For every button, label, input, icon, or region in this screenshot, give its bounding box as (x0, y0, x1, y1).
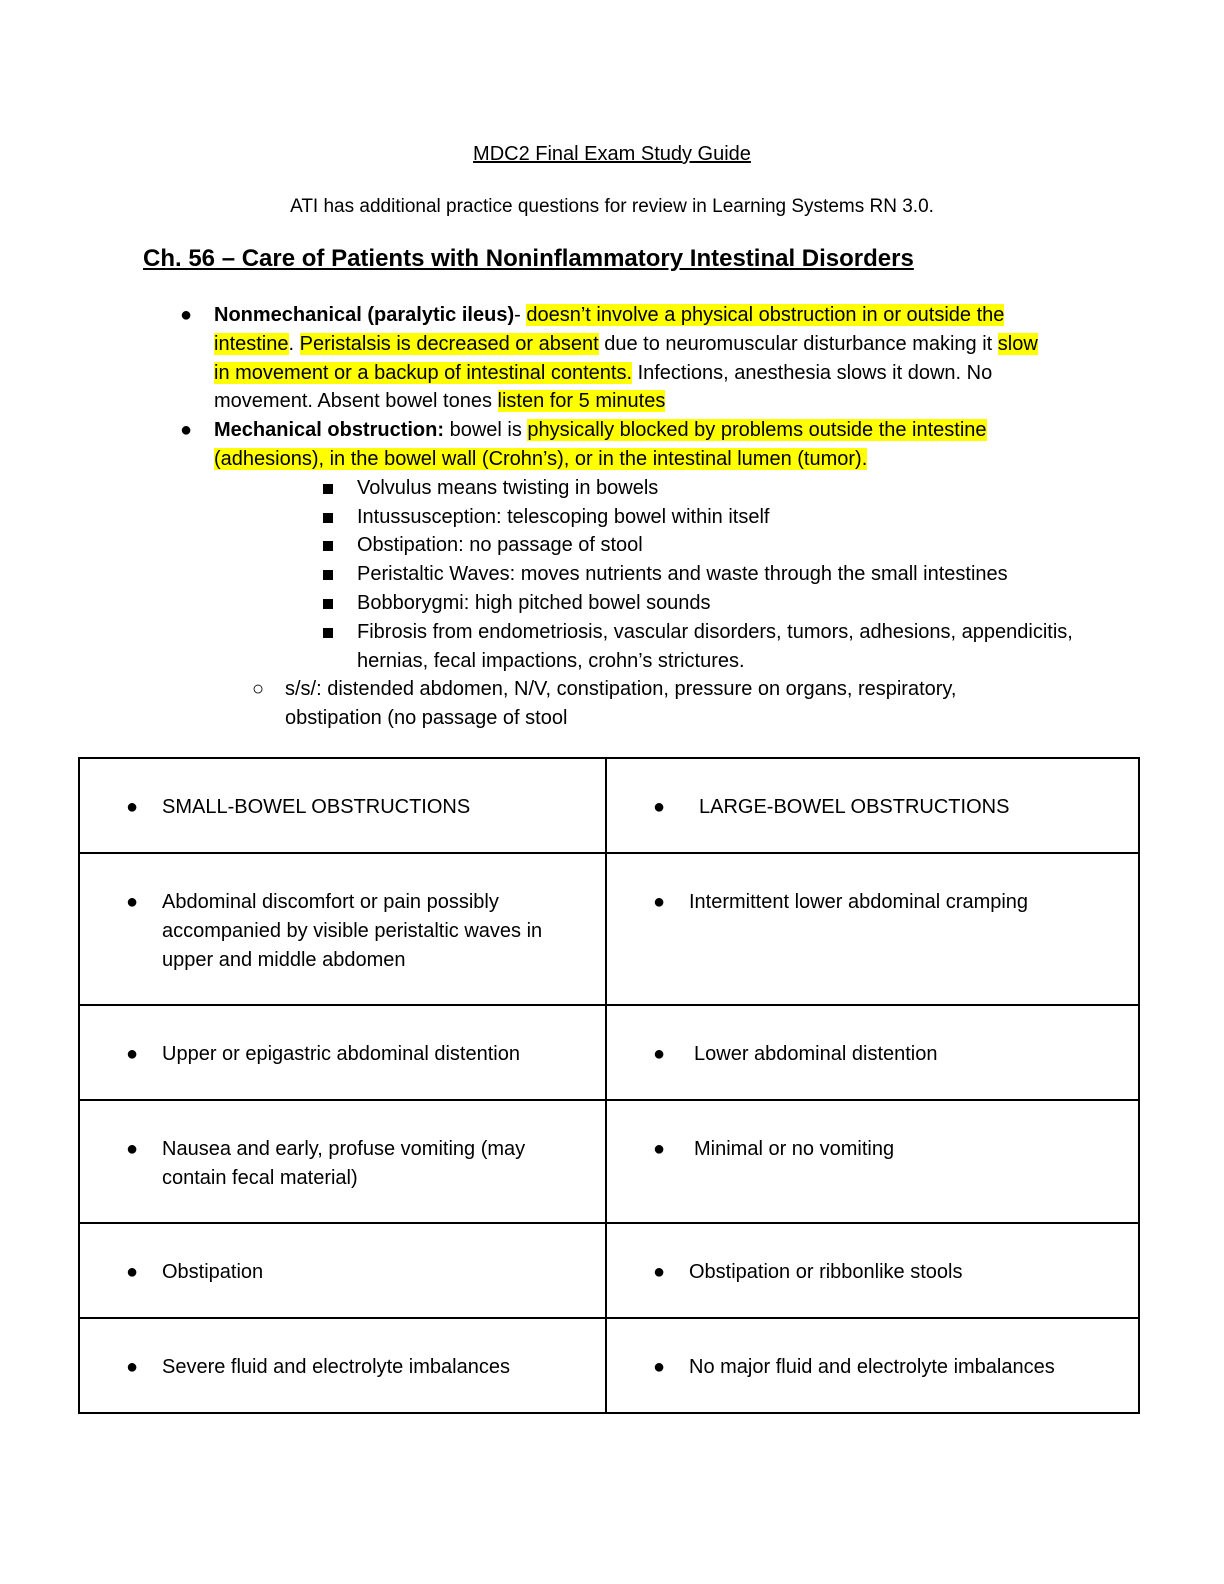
highlight-span: slow in movement or a backup of intestinal contents. (214, 332, 1038, 384)
table-row (79, 1005, 1139, 1100)
cell-text: Obstipation or ribbonlike stools (689, 1261, 963, 1283)
text-span: due to neuromuscular disturbance making it (598, 332, 998, 355)
bullet-dot: ● (653, 796, 666, 818)
table-row (79, 853, 1139, 1005)
bullet-dot: ● (126, 796, 139, 818)
highlight-span: Peristalsis is decreased or absent (299, 332, 599, 355)
highlight-span: listen for 5 minutes (497, 390, 666, 413)
highlight-span: physically blocked by problems outside the intestine (adhesions), in the bowel wall (Crohn’s), or in the intestinal lumen (tumor). (214, 419, 987, 470)
document-subtitle: ATI has additional practice questions for review in Learning Systems RN 3.0. (290, 196, 934, 217)
table-cell (79, 758, 606, 853)
text-span: - (514, 304, 527, 326)
table-cell (606, 758, 1139, 853)
term-mechanical: Mechanical obstruction: (214, 419, 445, 442)
bullet-dot: ● (180, 304, 193, 326)
comparison-table (78, 757, 1140, 1414)
table-cell (606, 1318, 1139, 1413)
bullet-dot: ● (126, 891, 139, 913)
text-span: Infections, anesthesia slows it down. No movement. Absent bowel tones (214, 361, 993, 413)
signs-text: s/s/: distended abdomen, N/V, constipation, pressure on organs, respiratory, obstipation (no passage of stool (285, 678, 957, 730)
notes-list (0, 301, 1224, 733)
signs-item (0, 675, 1045, 733)
table-row (79, 1100, 1139, 1223)
sub-item-text: Intussusception: telescoping bowel within itself (357, 505, 770, 528)
header-small-bowel: SMALL-BOWEL OBSTRUCTIONS (162, 796, 471, 818)
table-cell (79, 1318, 606, 1413)
sub-item (0, 618, 1077, 676)
table-cell (79, 853, 606, 1005)
square-bullet-icon (323, 513, 333, 523)
table-row (79, 1318, 1139, 1413)
document-title: MDC2 Final Exam Study Guide (473, 143, 751, 165)
bullet-dot: ● (126, 1261, 139, 1283)
sub-item (0, 503, 1077, 532)
cell-text: Obstipation (162, 1261, 264, 1283)
bullet-dot: ● (653, 1043, 666, 1065)
sub-item-text: Fibrosis from endometriosis, vascular disorders, tumors, adhesions, appendicitis, hernias, fecal impactions, crohn’s strictures. (357, 620, 1073, 672)
bullet-dot: ● (126, 1043, 139, 1065)
highlight-span: doesn’t involve a physical obstruction in or outside the intestine (214, 304, 1005, 355)
cell-text: Lower abdominal distention (694, 1043, 938, 1065)
cell-text: Minimal or no vomiting (694, 1138, 895, 1160)
square-bullet-icon (323, 541, 333, 551)
bullet-dot: ● (653, 1261, 666, 1283)
table-row (79, 1223, 1139, 1318)
sub-item-text: Obstipation: no passage of stool (357, 534, 643, 557)
table-cell (606, 1005, 1139, 1100)
sub-item (0, 560, 1077, 589)
text-span: . (288, 332, 300, 355)
bullet-dot: ● (126, 1356, 139, 1378)
sub-item (0, 589, 1077, 618)
square-bullet-icon (323, 570, 333, 580)
cell-text: Abdominal discomfort or pain possibly accompanied by visible peristaltic waves in upper and middle abdomen (162, 891, 543, 971)
bullet-dot: ● (180, 419, 193, 442)
sub-item-text: Bobborygmi: high pitched bowel sounds (357, 591, 711, 614)
square-bullet-icon (323, 628, 333, 638)
term-nonmechanical: Nonmechanical (paralytic ileus) (214, 304, 515, 326)
sub-item-text: Peristaltic Waves: moves nutrients and waste through the small intestines (357, 563, 1008, 586)
cell-text: Severe fluid and electrolyte imbalances (162, 1356, 510, 1378)
bullet-dot: ● (653, 1138, 666, 1160)
bullet-dot: ● (126, 1138, 139, 1160)
sub-item-text: Volvulus means twisting in bowels (357, 476, 659, 499)
sub-item (0, 474, 1077, 503)
cell-text: Nausea and early, profuse vomiting (may contain fecal material) (162, 1138, 526, 1189)
bullet-mechanical (0, 416, 1054, 474)
table-cell (606, 1100, 1139, 1223)
circle-bullet-icon: ○ (252, 678, 265, 701)
chapter-heading: Ch. 56 – Care of Patients with Noninflammatory Intestinal Disorders (143, 245, 914, 272)
table-cell (606, 1223, 1139, 1318)
header-large-bowel: LARGE-BOWEL OBSTRUCTIONS (699, 796, 1010, 818)
sub-item (0, 531, 1077, 560)
bullet-dot: ● (653, 1356, 666, 1378)
cell-text: No major fluid and electrolyte imbalances (689, 1356, 1055, 1378)
table-cell (606, 853, 1139, 1005)
table-row (79, 758, 1139, 853)
cell-text: Upper or epigastric abdominal distention (162, 1043, 520, 1065)
table-cell (79, 1100, 606, 1223)
text-span: bowel is (444, 419, 528, 442)
bullet-dot: ● (653, 891, 666, 913)
square-bullet-icon (323, 599, 333, 609)
cell-text: Intermittent lower abdominal cramping (689, 891, 1029, 913)
square-bullet-icon (323, 484, 333, 494)
table-cell (79, 1005, 606, 1100)
bullet-nonmechanical (0, 301, 1054, 416)
table-cell (79, 1223, 606, 1318)
